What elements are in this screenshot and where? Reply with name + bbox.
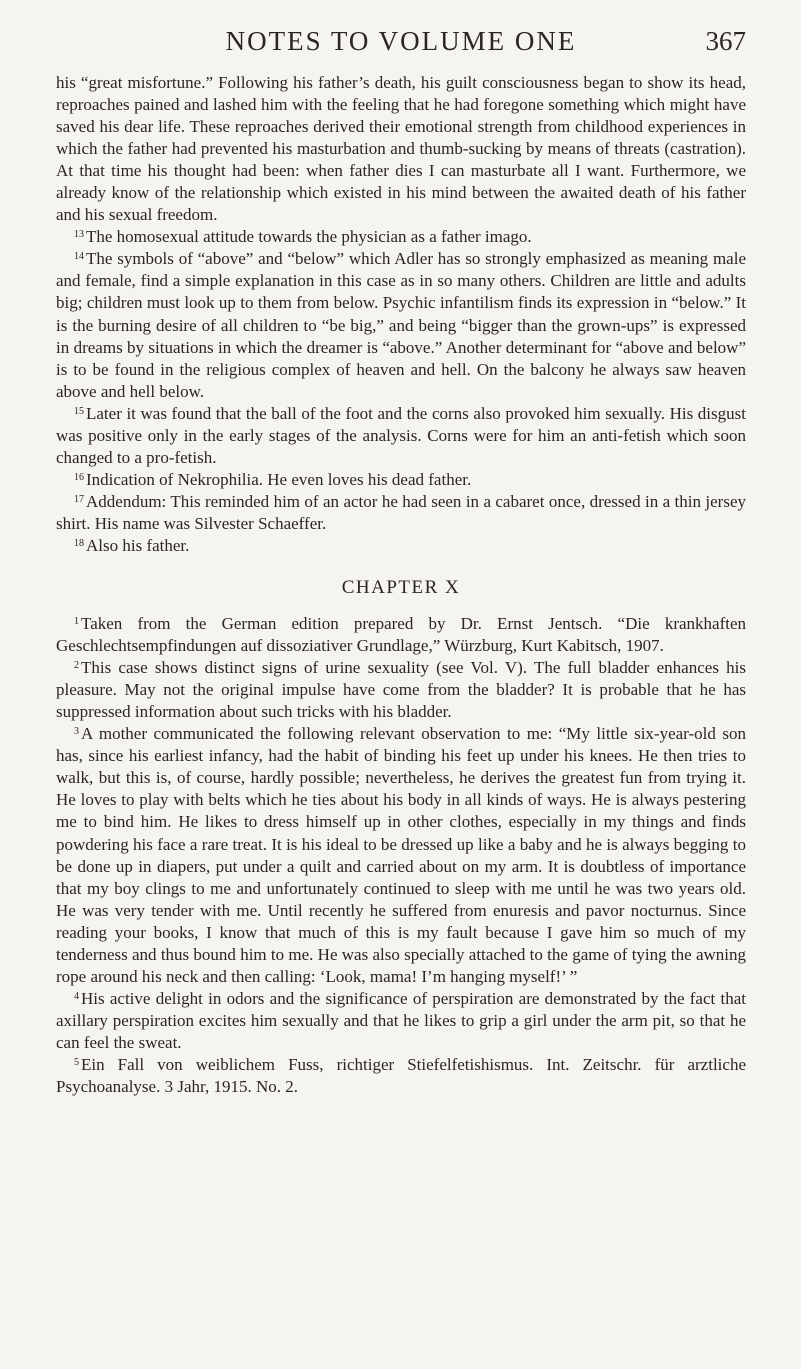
running-head: [56, 22, 746, 72]
footnote-text: Addendum: This reminded him of an actor he had seen in a cabaret once, dressed in a thin jersey shirt. His name was Silvester Schaeffer.: [56, 491, 746, 533]
footnote-text: Later it was found that the ball of the foot and the corns also provoked him sexually. His disgust was positive only in the early stages of the analysis. Corns were for him an anti-fetish which soon changed to a pro-fetish.: [56, 403, 746, 467]
running-title: NOTES TO VOLUME ONE: [225, 26, 577, 56]
footnote-16: [56, 469, 746, 491]
footnote-text: This case shows distinct signs of urine sexuality (see Vol. V). The full bladder enhances his pleasure. May not the original impulse have come from the bladder? It is probable that he has suppressed information about such tricks with his bladder.: [56, 658, 746, 722]
footnote-number: 18: [74, 537, 84, 549]
footnote-number: 16: [74, 471, 84, 483]
footnote-number: 1: [74, 616, 79, 628]
footnote-number: 14: [74, 251, 84, 263]
chapter-footnote-2: [56, 657, 746, 723]
footnote-number: 3: [74, 726, 79, 738]
continued-note-text: his “great misfortune.” Following his father’s death, his guilt consciousness began to show its head, reproaches pained and lashed him with the feeling that he had foregone something which might have saved his dear life. These reproaches derived their emotional strength from childhood experiences in which the father had prevented his masturbation and thumb-sucking by means of threats (castration). At that time his thought had been: when father dies I can masturbate all I want. Furthermore, we already know of the relationship which existed in his mind between the awaited death of his father and his sexual freedom.: [56, 73, 746, 225]
footnote-text: A mother communicated the following relevant observation to me: “My little six-year-old son has, since his earliest infancy, had the habit of binding his feet up under his knees. He then tries to walk, but this is, of course, hardly possible; nevertheless, he derives the greatest fun from trying it. He loves to play with belts which he ties about his body in all kinds of ways. He is always pestering me to bind him. He likes to dress himself up in other clothes, especially in my things and finds powdering his face a rare treat. It is his ideal to be dressed up like a baby and he is always begging to be done up in diapers, put under a quilt and carried about on my arm. It is doubtless of importance that my boy clings to me and unfortunately continued to sleep with me until he was two years old. He was very tender with me. Until recently he suffered from enuresis and pavor nocturnus. Since reading your books, I know that much of this is my fault because I gave him so much of my tenderness and thus bound him to me. He was also specially attached to the game of tying the awning rope around his neck and then calling: ‘Look, mama! I’m hanging myself!’ ”: [56, 724, 746, 986]
book-page: [56, 22, 746, 1098]
footnote-17: [56, 491, 746, 535]
footnote-number: 5: [74, 1056, 79, 1068]
footnote-number: 4: [74, 990, 79, 1002]
chapter-footnote-3: [56, 723, 746, 988]
chapter-heading: CHAPTER X: [341, 577, 461, 599]
footnote-number: 13: [74, 229, 84, 241]
footnote-text: His active delight in odors and the significance of perspiration are demonstrated by the fact that axillary perspiration excites him sexually and that he likes to grip a girl under the arm pit, so that he can feel the sweat.: [56, 988, 746, 1052]
footnote-number: 2: [74, 660, 79, 672]
notes-body: [56, 72, 746, 1098]
footnote-18: [56, 535, 746, 557]
footnote-14: [56, 248, 746, 402]
chapter-footnote-4: [56, 988, 746, 1054]
footnote-text: Ein Fall von weiblichem Fuss, richtiger Stiefelfetishismus. Int. Zeitschr. für arztliche Psychoanalyse. 3 Jahr, 1915. No. 2.: [56, 1054, 746, 1097]
footnote-number: 17: [74, 493, 84, 505]
chapter-footnote-1: [56, 613, 746, 657]
footnote-text: The symbols of “above” and “below” which Adler has so strongly emphasized as meaning male and female, find a simple explanation in this case as in so many others. Children are little and adults big; children must look up to them from below. Psychic infantilism finds its expression in “below.” It is the burning desire of all children to “be big,” and being “bigger than the grown-ups” is expressed in dreams by situations in which the dreamer is “above.” Another determinant for “above and below” is to be found in the religious complex of heaven and hell. On the balcony he always saw heaven above and hell below.: [56, 249, 746, 401]
footnote-text: Taken from the German edition prepared by Dr. Ernst Jentsch. “Die krankhaften Geschlechtsempfindungen auf dissoziativer Grundlage,” Würzburg, Kurt Kabitsch, 1907.: [56, 614, 746, 656]
footnote-text: The homosexual attitude towards the physician as a father imago.: [86, 227, 532, 247]
footnote-13: [56, 226, 746, 248]
footnote-text: Also his father.: [86, 535, 190, 555]
page-number: 367: [705, 26, 746, 56]
footnote-number: 15: [74, 405, 84, 417]
footnote-15: [56, 403, 746, 469]
footnote-text: Indication of Nekrophilia. He even loves his dead father.: [86, 469, 472, 489]
chapter-footnote-5: [56, 1054, 746, 1098]
